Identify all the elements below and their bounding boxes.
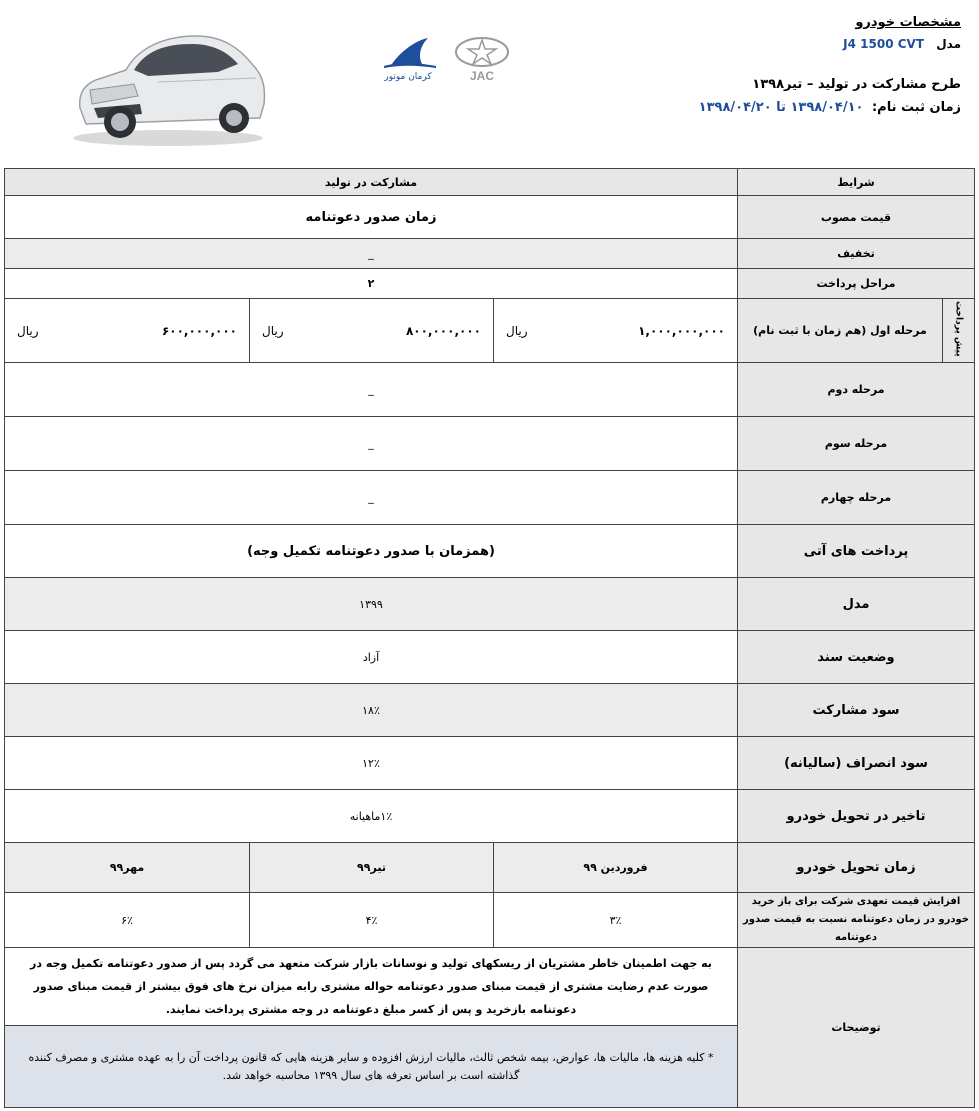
- plan-title: طرح مشارکت در تولید – تیر۱۳۹۸: [752, 77, 961, 92]
- jac-text: JAC: [469, 69, 495, 83]
- stage3-value: _: [5, 417, 738, 471]
- future-payments-value: (همزمان با صدور دعوتنامه تکمیل وجه): [5, 525, 738, 578]
- kerman-motor-logo: [378, 34, 518, 86]
- registration-value: ۱۳۹۸/۰۴/۱۰ تا ۱۳۹۸/۰۴/۲۰: [698, 100, 864, 115]
- table-row: [5, 363, 975, 417]
- notes-main: به جهت اطمینان خاطر مشتریان از ریسکهای تولید و نوسانات بازار شرکت متعهد می گردد پس از صدور دعوتنامه تکمیل وجه در صورت عدم رضایت مشتری از قیمت مبنای صدور دعوتنامه حواله مشتری رابه میزان نرخ های فوق بیشتر از قیمت مبنای صدور دعوتنامه بازخرید و پس از کسر مبلغ دعوتنامه در وجه مشتری پرداخت نمایند.: [5, 948, 738, 1026]
- payment-stages-value: ۲: [5, 269, 738, 299]
- table-row: [5, 196, 975, 239]
- payment-stages-label: مراحل پرداخت: [738, 269, 975, 299]
- cancellation-profit-value: ۱۲٪: [5, 737, 738, 790]
- delivery-time-3: مهر۹۹: [5, 843, 250, 893]
- buyback-value-2: ۴٪: [250, 893, 494, 948]
- table-row: [5, 578, 975, 631]
- sedan-car-icon: [68, 22, 270, 150]
- delivery-delay-value: ۱٪ماهیانه: [5, 790, 738, 843]
- table-row: [5, 737, 975, 790]
- delivery-time-label: زمان تحویل خودرو: [738, 843, 975, 893]
- conditions-value: مشارکت در تولید: [5, 169, 738, 196]
- table-row: [5, 417, 975, 471]
- stage1-option-1: ۱,۰۰۰,۰۰۰,۰۰۰ ریال: [494, 299, 738, 363]
- header-info: [631, 14, 961, 118]
- table-row: [5, 269, 975, 299]
- buyback-value-3: ۶٪: [5, 893, 250, 948]
- approved-price-label: قیمت مصوب: [738, 196, 975, 239]
- participation-profit-label: سود مشارکت: [738, 684, 975, 737]
- car-image: [68, 22, 270, 150]
- stage1-label: مرحله اول (هم زمان با ثبت نام): [738, 299, 943, 363]
- discount-value: _: [5, 239, 738, 269]
- notes-footnote: * کلیه هزینه ها، مالیات ها، عوارض، بیمه شخص ثالث، مالیات ارزش افزوده و سایر هزینه هایی که قانون پرداخت آن را به عهده مشتری و مصرف کننده گذاشته است بر اساس تعرفه های سال ۱۳۹۹ محاسبه خواهد شد.: [5, 1026, 738, 1108]
- prepayment-label: پیش پرداخت: [943, 299, 975, 363]
- table-row: [5, 239, 975, 269]
- model-label: مدل: [936, 37, 961, 51]
- table-row: [5, 893, 975, 948]
- spec-title: مشخصات خودرو: [855, 15, 961, 30]
- discount-label: تخفیف: [738, 239, 975, 269]
- brand-logos: [378, 34, 518, 86]
- delivery-time-2: تیر۹۹: [250, 843, 494, 893]
- table-row: [5, 299, 975, 363]
- stage4-value: _: [5, 471, 738, 525]
- table-row: [5, 631, 975, 684]
- doc-status-label: وضعیت سند: [738, 631, 975, 684]
- table-row: [5, 471, 975, 525]
- stage1-option-2: ۸۰۰,۰۰۰,۰۰۰ ریال: [250, 299, 494, 363]
- table-row: [5, 525, 975, 578]
- cancellation-profit-label: سود انصراف (سالیانه): [738, 737, 975, 790]
- doc-status-value: آزاد: [5, 631, 738, 684]
- stage2-value: _: [5, 363, 738, 417]
- table-row: [5, 684, 975, 737]
- stage4-label: مرحله چهارم: [738, 471, 975, 525]
- notes-label: توضیحات: [738, 948, 975, 1108]
- future-payments-label: پرداخت های آتی: [738, 525, 975, 578]
- model-value: J4 1500 CVT: [843, 37, 925, 51]
- table-row: [5, 790, 975, 843]
- registration-row: [631, 98, 961, 118]
- approved-price-value: زمان صدور دعوتنامه: [5, 196, 738, 239]
- stage3-label: مرحله سوم: [738, 417, 975, 471]
- table-row: [5, 948, 975, 1026]
- conditions-table: [4, 168, 975, 1108]
- model-year-label: مدل: [738, 578, 975, 631]
- table-row: [5, 843, 975, 893]
- table-row: [5, 169, 975, 196]
- stage1-option-3: ۶۰۰,۰۰۰,۰۰۰ ریال: [5, 299, 250, 363]
- model-row: [631, 34, 961, 54]
- participation-profit-value: ۱۸٪: [5, 684, 738, 737]
- delivery-time-1: فروردین ۹۹: [494, 843, 738, 893]
- conditions-label: شرایط: [738, 169, 975, 196]
- buyback-value-1: ۳٪: [494, 893, 738, 948]
- registration-label: زمان ثبت نام:: [871, 100, 961, 115]
- stage2-label: مرحله دوم: [738, 363, 975, 417]
- kerman-motor-text: کرمان موتور: [384, 72, 432, 82]
- buyback-label: افزایش قیمت تعهدی شرکت برای باز خرید خودرو در زمان دعوتنامه نسبت به قیمت صدور دعوتنامه: [738, 893, 975, 948]
- delivery-delay-label: تاخیر در تحویل خودرو: [738, 790, 975, 843]
- model-year-value: ۱۳۹۹: [5, 578, 738, 631]
